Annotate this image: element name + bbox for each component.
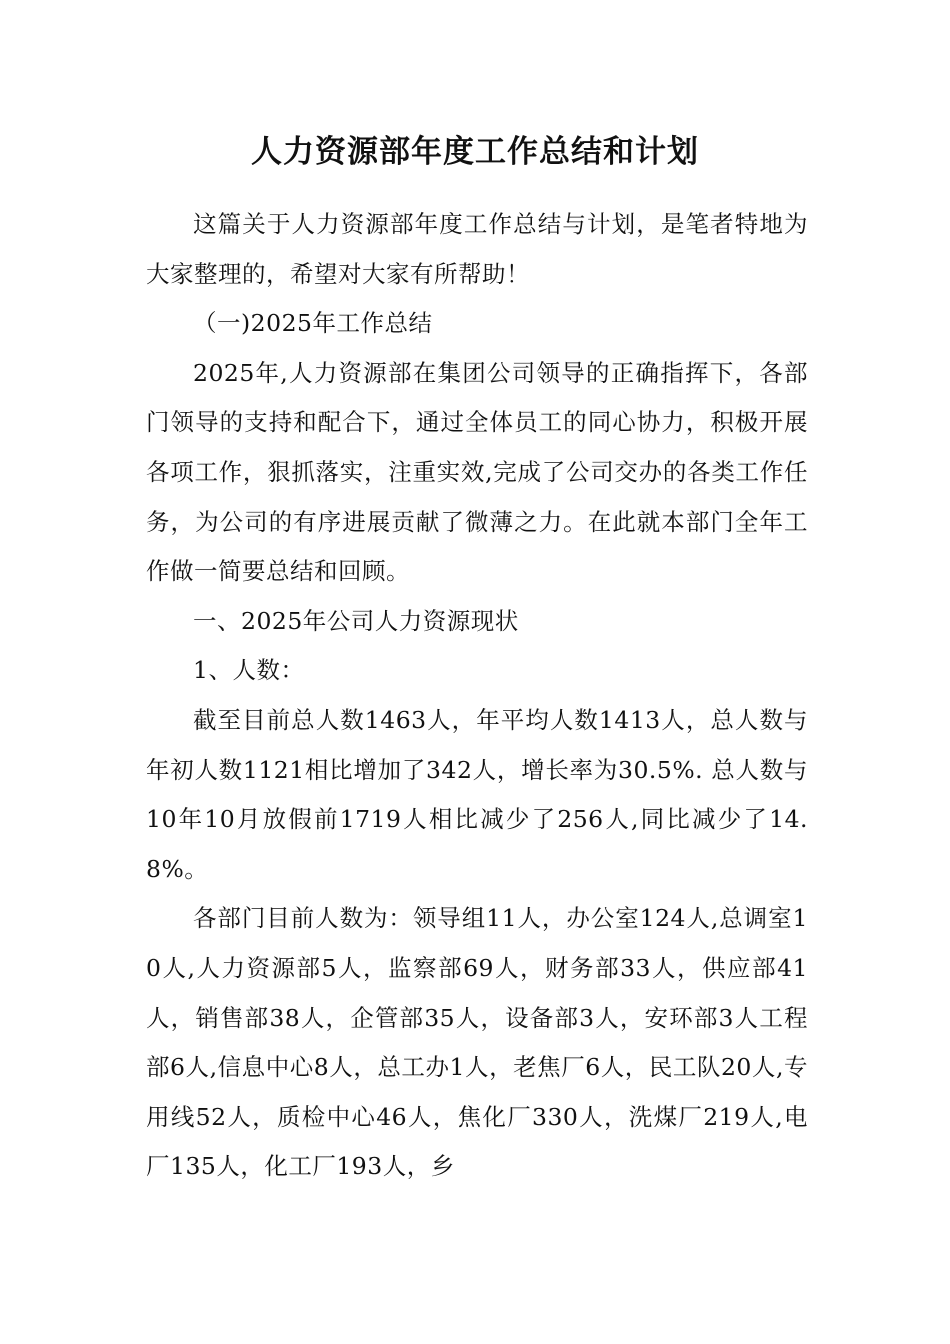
document-title: 人力资源部年度工作总结和计划 <box>251 134 699 170</box>
paragraph-section-heading-2: 一、2025年公司人力资源现状 <box>193 606 519 635</box>
paragraph-summary: 2025年,人力资源部在集团公司领导的正确指挥下，各部门领导的支持和配合下，通过全体员工的同心协力，积极开展各项工作，狠抓落实，注重实效,完成了公司交办的各类工作任务，为公司的有序进展贡献了微薄之力。在此就本部门全年工作做一简要总结和回顾。 <box>146 358 808 586</box>
paragraph-headcount-stats: 截至目前总人数1463人，年平均人数1413人，总人数与年初人数1121相比增加了342人，增长率为30.5%. 总人数与10年10月放假前1719人相比减少了256人,同比减少了14.8%。 <box>146 705 808 883</box>
paragraph-intro: 这篇关于人力资源部年度工作总结与计划，是笔者特地为大家整理的，希望对大家有所帮助！ <box>146 210 808 288</box>
paragraph-section-heading-1: （一)2025年工作总结 <box>193 309 433 338</box>
paragraph-subheading-headcount: 1、人数： <box>193 656 305 685</box>
paragraph-department-headcount: 各部门目前人数为：领导组11人，办公室124人,总调室10人,人力资源部5人，监察部69人，财务部33人，供应部41人，销售部38人，企管部35人，设备部3人，安环部3人工程部6人,信息中心8人，总工办1人，老焦厂6人，民工队20人,专用线52人，质检中心46人，焦化厂330人，洗煤厂219人,电厂135人，化工厂193人，乡 <box>146 904 808 1181</box>
document-body <box>146 200 808 1192</box>
